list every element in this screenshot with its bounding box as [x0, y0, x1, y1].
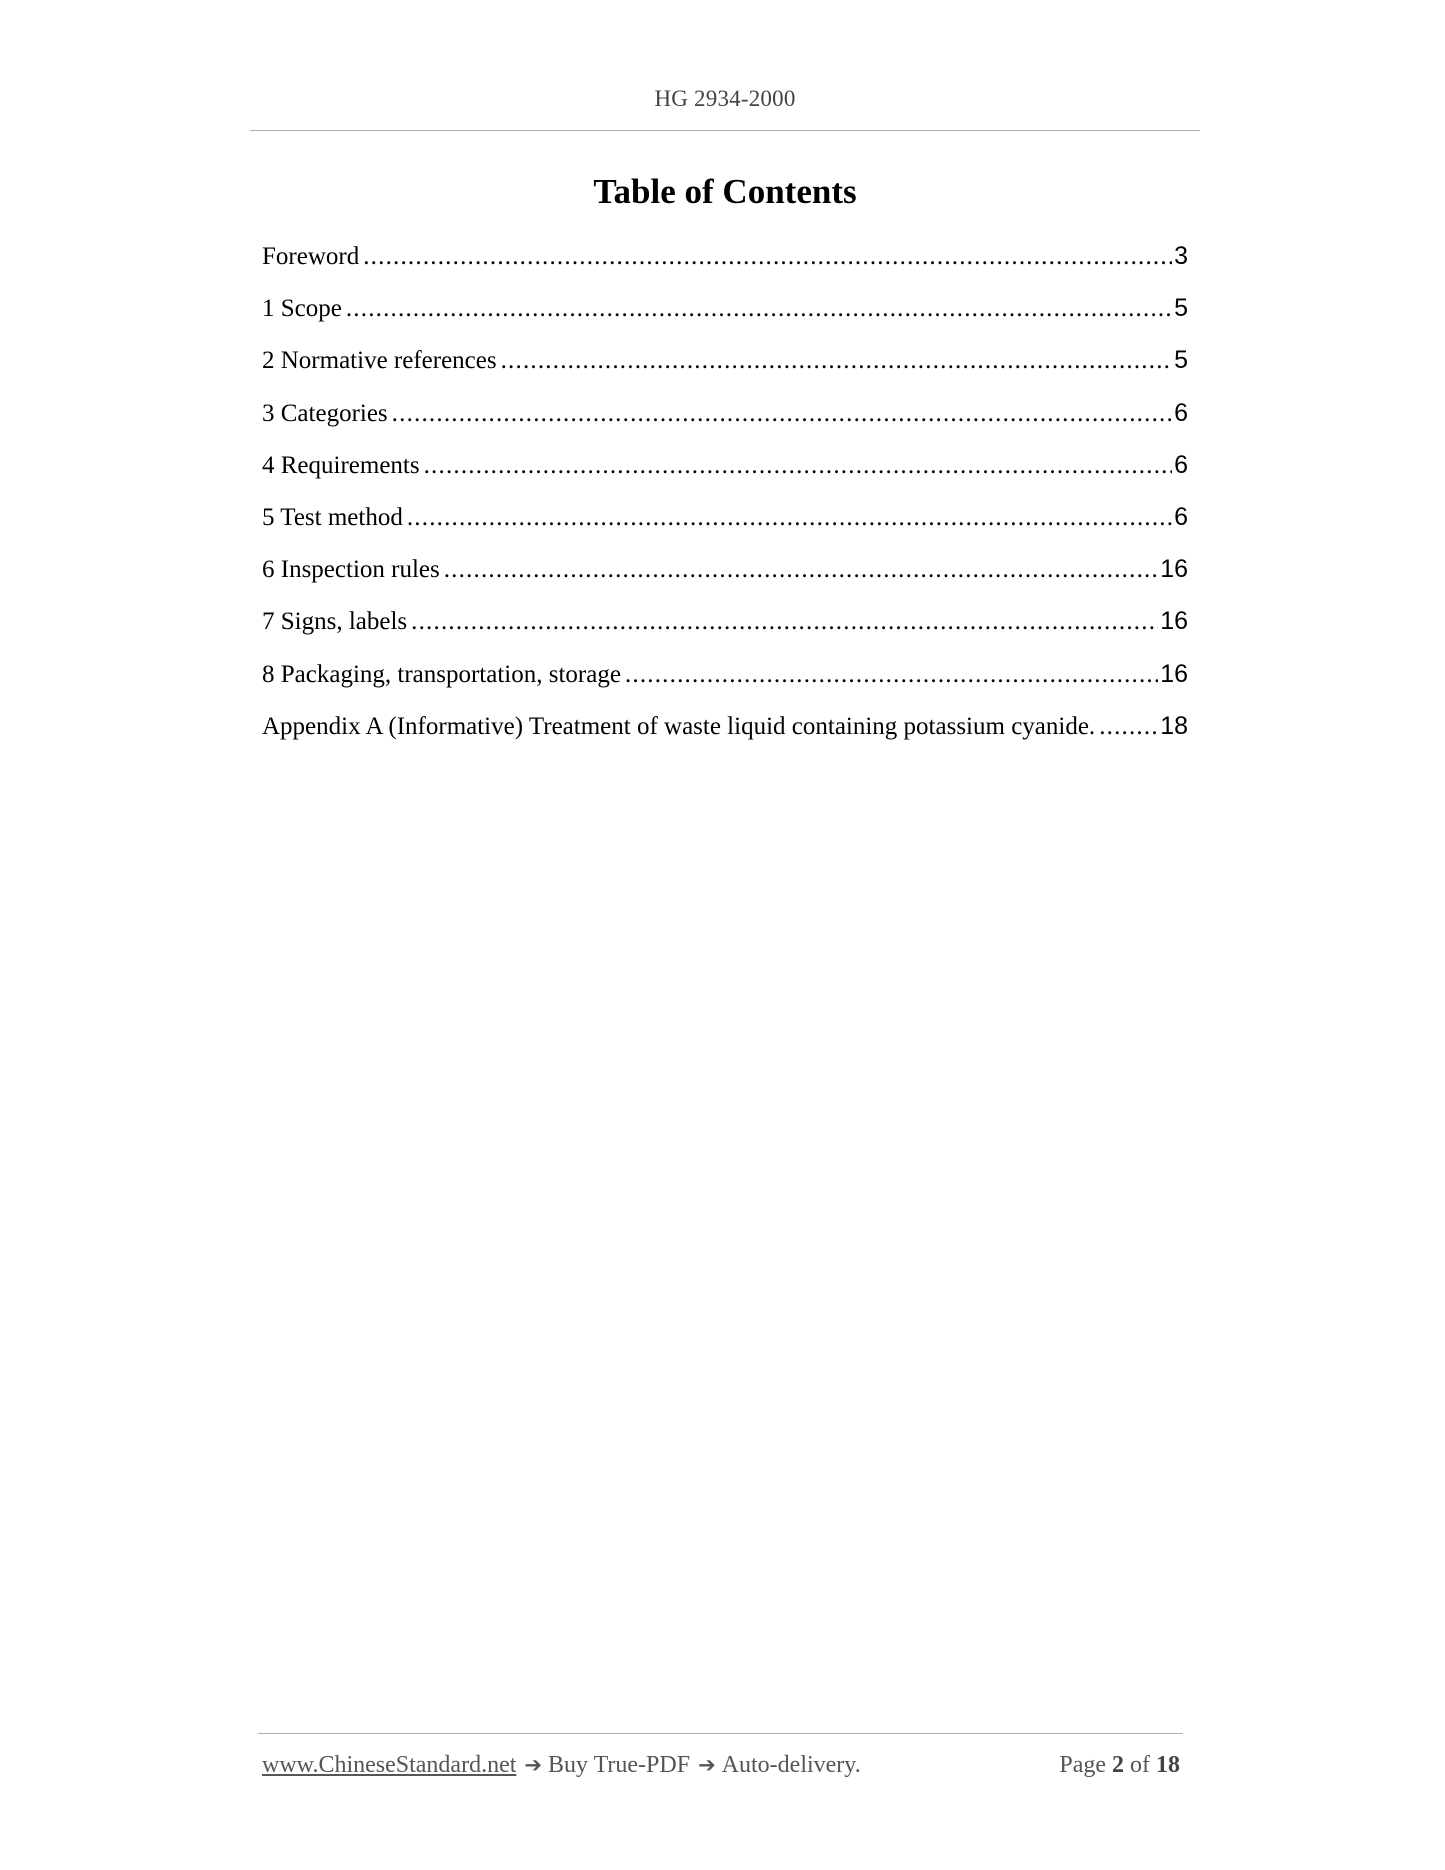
right-arrow-icon: ➔ — [524, 1753, 542, 1777]
toc-dot-leader — [411, 602, 1158, 642]
toc-entry-page: 16 — [1160, 555, 1188, 584]
right-arrow-icon: ➔ — [698, 1753, 716, 1777]
toc-entry-label: 5 Test method — [262, 503, 403, 531]
toc-entry-test-method[interactable] — [262, 497, 1188, 549]
toc-dot-leader — [444, 550, 1158, 590]
toc-entry-page: 6 — [1174, 502, 1188, 531]
toc-entry-scope[interactable] — [262, 288, 1188, 340]
of-word: of — [1130, 1752, 1150, 1778]
toc-list — [262, 236, 1188, 758]
toc-title: Table of Contents — [593, 172, 857, 211]
toc-dot-leader — [501, 341, 1172, 381]
toc-entry-label: Appendix A (Informative) Treatment of waste liquid containing potassium cyanide. — [262, 712, 1096, 740]
footer-divider — [258, 1733, 1183, 1734]
page-footer — [262, 1752, 1180, 1779]
toc-dot-leader — [363, 237, 1172, 277]
toc-entry-appendix-a[interactable] — [262, 706, 1188, 758]
footer-promo — [262, 1752, 861, 1779]
toc-entry-categories[interactable] — [262, 393, 1188, 445]
document-code-header: HG 2934-2000 — [654, 86, 796, 111]
toc-entry-page: 6 — [1174, 450, 1188, 479]
toc-entry-page: 6 — [1174, 398, 1188, 427]
toc-entry-page: 16 — [1160, 607, 1188, 636]
toc-entry-label: 8 Packaging, transportation, storage — [262, 660, 621, 688]
header-divider — [250, 130, 1200, 131]
toc-dot-leader — [407, 498, 1172, 538]
toc-dot-leader — [346, 289, 1172, 329]
toc-entry-label: 7 Signs, labels — [262, 608, 408, 636]
toc-entry-label: 2 Normative references — [262, 347, 497, 375]
site-link[interactable]: www.ChineseStandard.net — [262, 1752, 517, 1778]
toc-entry-label: 6 Inspection rules — [262, 556, 440, 584]
buy-text: Buy True-PDF — [548, 1752, 691, 1778]
toc-entry-packaging[interactable] — [262, 654, 1188, 706]
toc-entry-label: 4 Requirements — [262, 451, 420, 479]
page-word: Page — [1059, 1752, 1106, 1778]
toc-entry-foreword[interactable] — [262, 236, 1188, 288]
toc-entry-page: 3 — [1174, 242, 1188, 270]
toc-dot-leader — [392, 394, 1172, 434]
toc-entry-label: 1 Scope — [262, 295, 342, 323]
toc-dot-leader — [424, 446, 1172, 486]
toc-dot-leader — [625, 655, 1158, 695]
total-pages-number: 18 — [1156, 1752, 1180, 1778]
delivery-text: Auto-delivery. — [721, 1752, 861, 1778]
toc-entry-page: 16 — [1160, 659, 1188, 688]
toc-entry-label: 3 Categories — [262, 399, 388, 427]
page-number-indicator — [1059, 1752, 1180, 1779]
toc-entry-page: 18 — [1160, 711, 1188, 740]
toc-entry-requirements[interactable] — [262, 445, 1188, 497]
toc-entry-page: 5 — [1174, 294, 1188, 323]
toc-entry-normative-references[interactable] — [262, 340, 1188, 392]
current-page-number: 2 — [1112, 1752, 1124, 1778]
toc-entry-page: 5 — [1174, 346, 1188, 375]
toc-dot-leader — [1099, 707, 1158, 747]
toc-entry-label: Foreword — [262, 243, 360, 270]
toc-entry-signs-labels[interactable] — [262, 601, 1188, 653]
toc-entry-inspection-rules[interactable] — [262, 549, 1188, 601]
